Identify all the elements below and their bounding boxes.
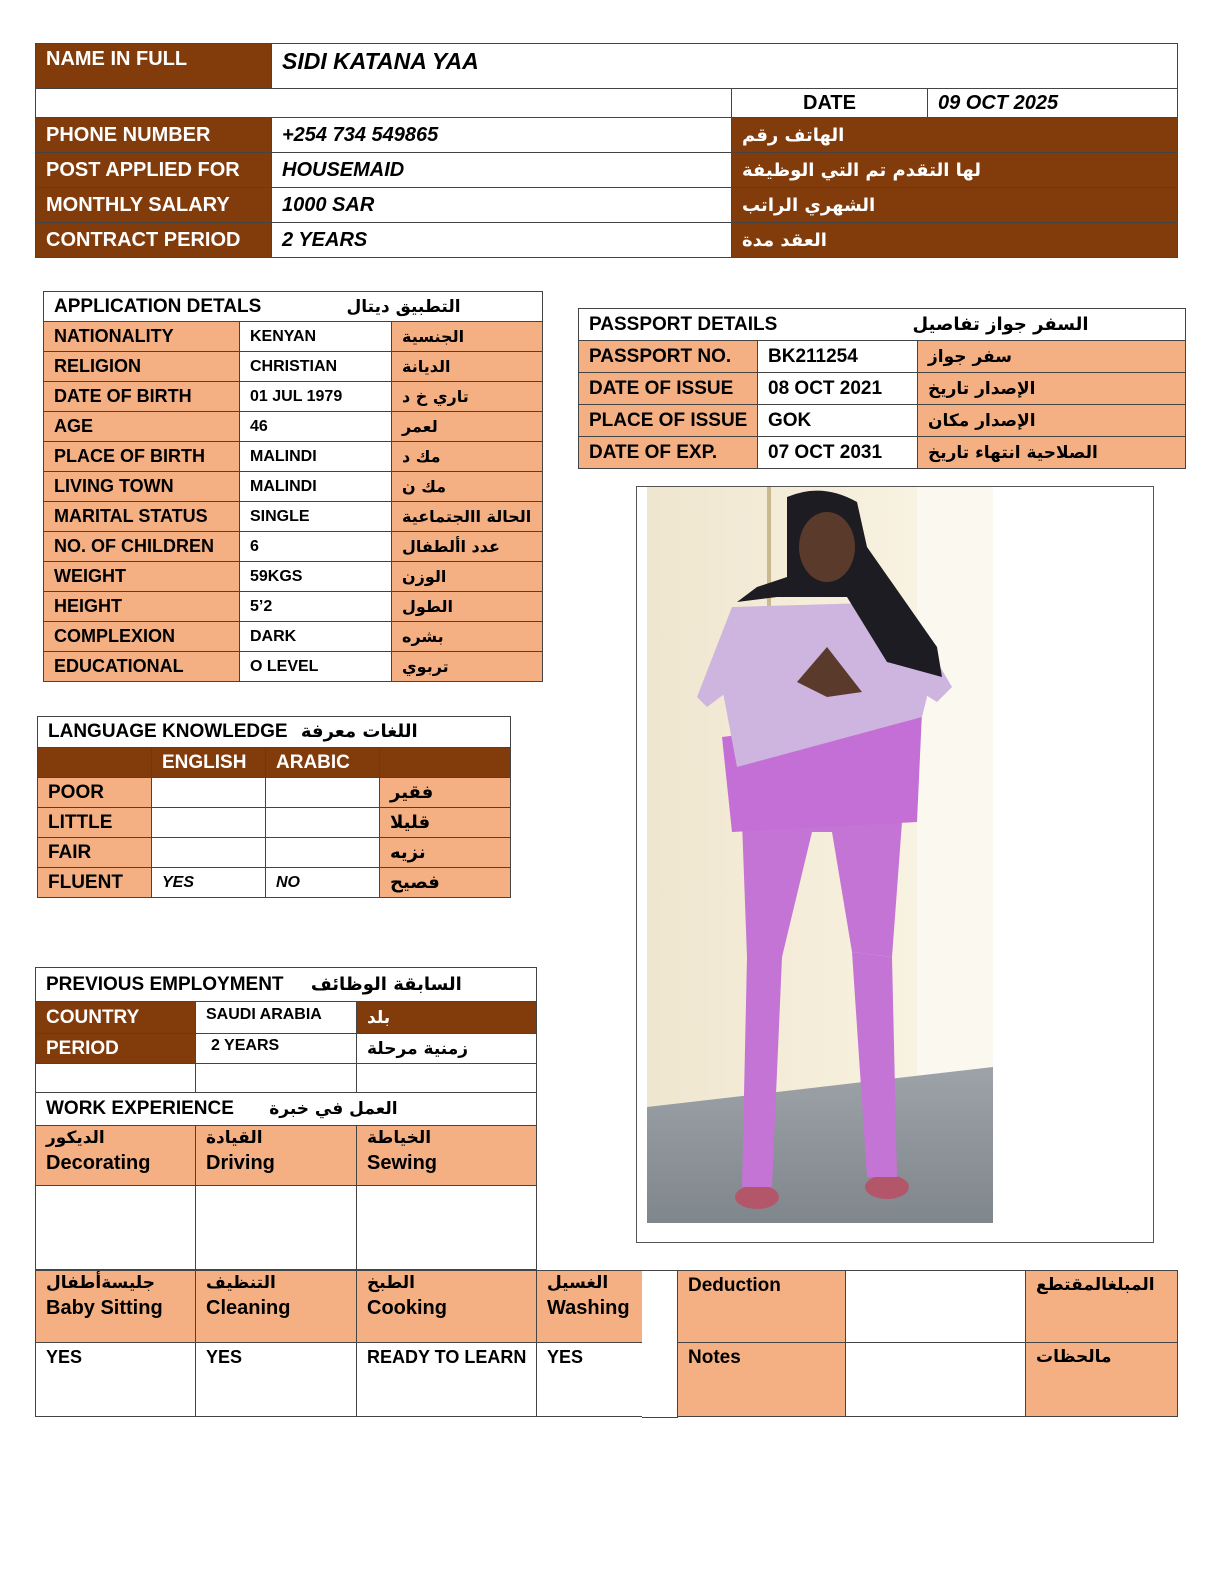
language-row <box>38 808 511 838</box>
application-title-ar: التطبيق ديتال <box>346 296 461 317</box>
application-field-value: MALINDI <box>240 442 392 472</box>
application-field-label: DATE OF BIRTH <box>44 382 240 412</box>
language-header-blank <box>38 748 152 778</box>
skill-cell <box>357 1271 537 1343</box>
header-table <box>35 43 1178 258</box>
passport-title-en: PASSPORT DETAILS <box>589 313 778 335</box>
application-field-value: 01 JUL 1979 <box>240 382 392 412</box>
language-level-arabic: فصيح <box>380 868 511 898</box>
language-english-value: YES <box>152 868 266 898</box>
application-field-arabic: الجنسية <box>392 322 543 352</box>
previous-employment-table <box>35 967 537 1270</box>
language-arabic-value: NO <box>266 868 380 898</box>
skill-label: Sewing <box>367 1152 438 1174</box>
skill-cell <box>537 1271 643 1343</box>
language-row <box>38 838 511 868</box>
language-level-label: POOR <box>38 778 152 808</box>
post-arabic: لها التقدم تم التي الوظيفة <box>732 153 1178 188</box>
work-experience-values-row-2 <box>36 1343 643 1417</box>
language-level-label: LITTLE <box>38 808 152 838</box>
salary-arabic: الشهري الراتب <box>732 188 1178 223</box>
post-value: HOUSEMAID <box>272 153 732 188</box>
phone-arabic: الهاتف رقم <box>732 118 1178 153</box>
phone-label: PHONE NUMBER <box>36 118 272 153</box>
skill-arabic: القيادة <box>206 1128 263 1148</box>
application-field-value: O LEVEL <box>240 652 392 682</box>
passport-title-ar: السفر جواز تفاصيل <box>912 313 1089 335</box>
language-title-ar: اللغات معرفة <box>300 721 418 742</box>
skill-value: YES <box>537 1343 643 1417</box>
blank-cell <box>36 1064 196 1093</box>
application-field-value: 59KGS <box>240 562 392 592</box>
application-field-label: LIVING TOWN <box>44 472 240 502</box>
application-field-arabic: الديانة <box>392 352 543 382</box>
country-label: COUNTRY <box>36 1002 196 1034</box>
country-arabic: بلد <box>357 1002 537 1034</box>
application-field-value: DARK <box>240 622 392 652</box>
work-experience-title-ar: العمل في خبرة <box>269 1099 398 1119</box>
applicant-photo-frame <box>636 486 1154 1243</box>
language-english-value <box>152 778 266 808</box>
blank-cell <box>196 1064 357 1093</box>
passport-row <box>579 341 1186 373</box>
passport-title <box>579 309 1186 341</box>
application-field-label: COMPLEXION <box>44 622 240 652</box>
work-experience-title <box>36 1093 537 1126</box>
skill-arabic: الغسيل <box>547 1273 609 1293</box>
language-col-arabic: ARABIC <box>266 748 380 778</box>
language-col-english: ENGLISH <box>152 748 266 778</box>
passport-field-value: BK211254 <box>758 341 918 373</box>
passport-details-table <box>578 308 1186 469</box>
deduction-value <box>846 1271 1026 1343</box>
passport-field-value: GOK <box>758 405 918 437</box>
passport-field-label: PLACE OF ISSUE <box>579 405 758 437</box>
header-row-phone <box>36 118 1178 153</box>
skill-value <box>196 1186 357 1270</box>
deduction-notes-table <box>677 1270 1178 1417</box>
blank-cell <box>357 1064 537 1093</box>
skill-label: Washing <box>547 1297 630 1319</box>
passport-field-arabic: سفر جواز <box>918 341 1186 373</box>
language-title-en: LANGUAGE KNOWLEDGE <box>48 721 288 742</box>
application-field-value: 6 <box>240 532 392 562</box>
application-field-value: 5’2 <box>240 592 392 622</box>
passport-field-value: 07 OCT 2031 <box>758 437 918 469</box>
application-field-value: CHRISTIAN <box>240 352 392 382</box>
language-row <box>38 778 511 808</box>
passport-row <box>579 405 1186 437</box>
language-row <box>38 868 511 898</box>
application-row <box>44 382 543 412</box>
skill-value: YES <box>36 1343 196 1417</box>
application-field-arabic: بشره <box>392 622 543 652</box>
application-field-value: 46 <box>240 412 392 442</box>
language-header-row <box>38 748 511 778</box>
post-label: POST APPLIED FOR <box>36 153 272 188</box>
date-label: DATE <box>732 89 928 118</box>
skill-value <box>36 1186 196 1270</box>
work-experience-values-row-1 <box>36 1186 537 1270</box>
passport-field-label: DATE OF ISSUE <box>579 373 758 405</box>
phone-value: +254 734 549865 <box>272 118 732 153</box>
period-arabic: زمنية مرحلة <box>357 1034 537 1064</box>
skill-arabic: الخياطة <box>367 1128 432 1148</box>
deduction-label: Deduction <box>678 1271 846 1343</box>
language-arabic-value <box>266 808 380 838</box>
skill-arabic: التنظيف <box>206 1273 276 1293</box>
skill-label: Cooking <box>367 1297 447 1319</box>
skill-cell <box>196 1271 357 1343</box>
application-field-label: WEIGHT <box>44 562 240 592</box>
language-knowledge-table <box>37 716 511 898</box>
skill-cell <box>36 1126 196 1186</box>
deduction-arabic: المبلغالمقتطع <box>1026 1271 1178 1343</box>
language-level-arabic: قليلا <box>380 808 511 838</box>
employment-row-country <box>36 1002 537 1034</box>
date-value: 09 OCT 2025 <box>928 89 1178 118</box>
work-experience-skills-row-2 <box>36 1271 643 1343</box>
applicant-photo <box>647 487 993 1223</box>
application-field-arabic: مك د <box>392 442 543 472</box>
language-level-arabic: فقير <box>380 778 511 808</box>
application-field-label: NATIONALITY <box>44 322 240 352</box>
application-row <box>44 562 543 592</box>
employment-row-blank <box>36 1064 537 1093</box>
application-field-value: MALINDI <box>240 472 392 502</box>
application-field-label: EDUCATIONAL <box>44 652 240 682</box>
application-field-arabic: الوزن <box>392 562 543 592</box>
application-row <box>44 652 543 682</box>
skill-label: Driving <box>206 1152 275 1174</box>
application-row <box>44 412 543 442</box>
skills-table <box>35 1270 643 1417</box>
application-field-label: AGE <box>44 412 240 442</box>
application-field-arabic: تاري خ د <box>392 382 543 412</box>
employment-title-ar: السابقة الوظائف <box>310 973 462 995</box>
skill-arabic: الطبخ <box>367 1273 415 1293</box>
language-level-label: FLUENT <box>38 868 152 898</box>
application-field-label: NO. OF CHILDREN <box>44 532 240 562</box>
passport-field-arabic: الإصدار تاريخ <box>918 373 1186 405</box>
salary-value: 1000 SAR <box>272 188 732 223</box>
deduction-row <box>678 1271 1178 1343</box>
passport-field-value: 08 OCT 2021 <box>758 373 918 405</box>
header-row-salary <box>36 188 1178 223</box>
language-level-arabic: نزيه <box>380 838 511 868</box>
application-row <box>44 472 543 502</box>
application-field-label: PLACE OF BIRTH <box>44 442 240 472</box>
application-field-value: KENYAN <box>240 322 392 352</box>
application-field-arabic: الحالة االجتماعية <box>392 502 543 532</box>
application-title-en: APPLICATION DETALS <box>54 295 262 317</box>
name-label: NAME IN FULL <box>36 44 272 89</box>
skill-label: Baby Sitting <box>46 1297 163 1319</box>
period-value: 2 YEARS <box>196 1034 357 1064</box>
employment-row-period <box>36 1034 537 1064</box>
application-row <box>44 352 543 382</box>
application-row <box>44 502 543 532</box>
header-row-contract <box>36 223 1178 258</box>
application-row <box>44 532 543 562</box>
passport-field-label: DATE OF EXP. <box>579 437 758 469</box>
language-level-label: FAIR <box>38 838 152 868</box>
skill-label: Cleaning <box>206 1297 291 1319</box>
skill-cell <box>357 1126 537 1186</box>
spacer-column <box>642 1270 678 1418</box>
language-english-value <box>152 838 266 868</box>
skill-arabic: الديكور <box>46 1128 105 1148</box>
notes-row <box>678 1343 1178 1417</box>
application-row <box>44 442 543 472</box>
work-experience-skills-row-1 <box>36 1126 537 1186</box>
skill-label: Decorating <box>46 1152 151 1174</box>
notes-value <box>846 1343 1026 1417</box>
application-field-label: HEIGHT <box>44 592 240 622</box>
skill-value <box>357 1186 537 1270</box>
skill-arabic: جليسةأطفال <box>46 1273 155 1293</box>
passport-field-arabic: الإصدار مكان <box>918 405 1186 437</box>
employment-title-en: PREVIOUS EMPLOYMENT <box>46 973 284 995</box>
application-field-value: SINGLE <box>240 502 392 532</box>
employment-title <box>36 968 537 1002</box>
application-field-arabic: مك ن <box>392 472 543 502</box>
language-arabic-value <box>266 838 380 868</box>
notes-label: Notes <box>678 1343 846 1417</box>
application-field-label: MARITAL STATUS <box>44 502 240 532</box>
application-title <box>44 292 543 322</box>
salary-label: MONTHLY SALARY <box>36 188 272 223</box>
contract-arabic: العقد مدة <box>732 223 1178 258</box>
application-field-arabic: الطول <box>392 592 543 622</box>
skill-value: YES <box>196 1343 357 1417</box>
language-arabic-value <box>266 778 380 808</box>
language-english-value <box>152 808 266 838</box>
passport-row <box>579 437 1186 469</box>
skill-cell <box>196 1126 357 1186</box>
name-value: SIDI KATANA YAA <box>272 44 1178 89</box>
application-details-table <box>43 291 543 682</box>
period-label: PERIOD <box>36 1034 196 1064</box>
application-field-arabic: لعمر <box>392 412 543 442</box>
passport-row <box>579 373 1186 405</box>
work-experience-title-en: WORK EXPERIENCE <box>46 1098 234 1119</box>
passport-field-arabic: الصلاحية انتهاء تاريخ <box>918 437 1186 469</box>
contract-label: CONTRACT PERIOD <box>36 223 272 258</box>
application-row <box>44 592 543 622</box>
application-field-arabic: تربوي <box>392 652 543 682</box>
application-field-arabic: عدد األطفال <box>392 532 543 562</box>
notes-arabic: مالحظات <box>1026 1343 1178 1417</box>
blank-cell <box>36 89 732 118</box>
application-row <box>44 322 543 352</box>
contract-value: 2 YEARS <box>272 223 732 258</box>
country-value: SAUDI ARABIA <box>196 1002 357 1034</box>
language-header-blank-2 <box>380 748 511 778</box>
passport-field-label: PASSPORT NO. <box>579 341 758 373</box>
skill-value: READY TO LEARN <box>357 1343 537 1417</box>
header-row-post <box>36 153 1178 188</box>
language-title <box>38 717 511 748</box>
application-row <box>44 622 543 652</box>
skill-cell <box>36 1271 196 1343</box>
application-field-label: RELIGION <box>44 352 240 382</box>
